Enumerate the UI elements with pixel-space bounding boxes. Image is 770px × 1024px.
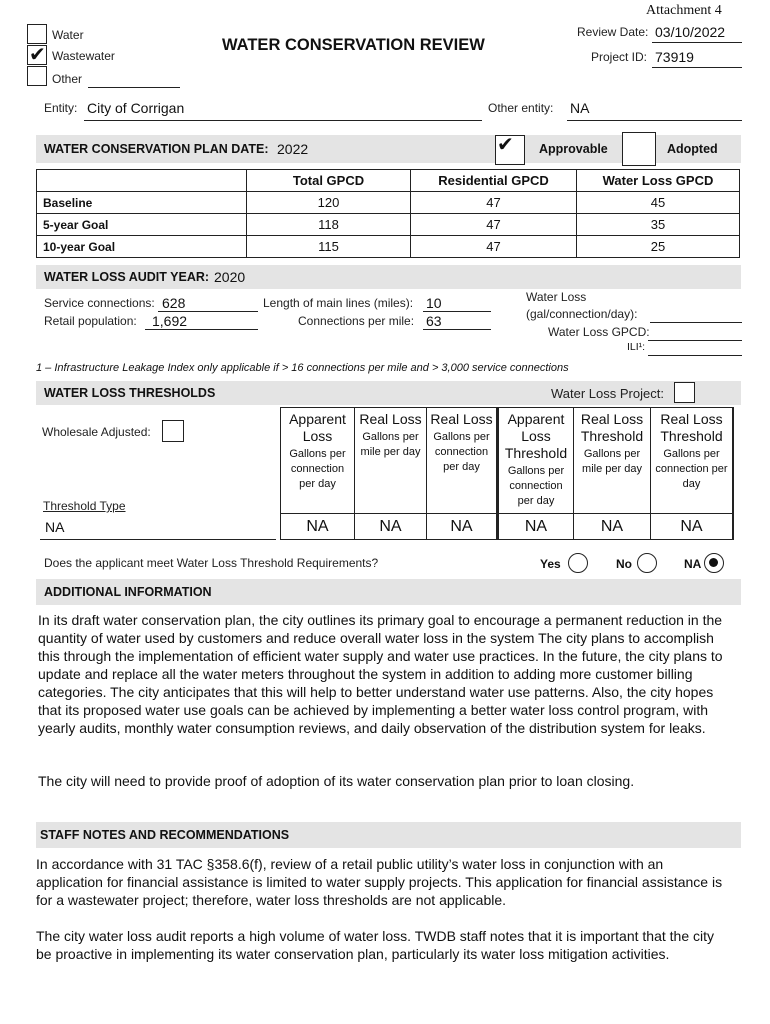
service-connections-value[interactable]: 628 bbox=[162, 295, 186, 311]
threshold-question: Does the applicant meet Water Loss Threshold Requirements? bbox=[44, 556, 379, 570]
plan-date-value: 2022 bbox=[277, 141, 309, 157]
adopted-checkbox[interactable] bbox=[622, 132, 656, 166]
table-header-row bbox=[37, 170, 740, 192]
option-na-label: NA bbox=[684, 557, 702, 571]
threshold-value: NA bbox=[651, 514, 734, 540]
entity-underline bbox=[84, 101, 482, 121]
water-checkbox[interactable] bbox=[27, 24, 47, 44]
additional-info-label: ADDITIONAL INFORMATION bbox=[44, 585, 212, 599]
option-na-radio[interactable] bbox=[704, 553, 724, 573]
col-title: Real Loss Threshold bbox=[660, 411, 723, 444]
threshold-type-underline bbox=[40, 520, 276, 540]
footnote: 1 – Infrastructure Leakage Index only applicable if > 16 connections per mile and > 3,000 service connections bbox=[36, 362, 569, 374]
thresholds-header-row bbox=[281, 408, 734, 514]
threshold-value: NA bbox=[281, 514, 355, 540]
other-checkbox[interactable] bbox=[27, 66, 47, 86]
entity-label: Entity: bbox=[44, 101, 78, 115]
table-cell: 115 bbox=[247, 236, 411, 258]
ili-label: ILI¹: bbox=[627, 341, 646, 353]
threshold-value: NA bbox=[498, 514, 574, 540]
table-cell: 47 bbox=[411, 236, 577, 258]
option-yes-label: Yes bbox=[540, 557, 561, 571]
threshold-type-value: NA bbox=[45, 519, 65, 535]
col-sub: Gallons per mile per day bbox=[360, 431, 421, 458]
approvable-checkbox[interactable] bbox=[495, 135, 525, 165]
review-date-underline bbox=[652, 25, 742, 43]
project-id-underline bbox=[652, 50, 742, 68]
thresholds-table bbox=[280, 407, 734, 540]
table-row bbox=[37, 192, 740, 214]
project-id-label: Project ID: bbox=[591, 50, 648, 64]
water-loss-gpcd-field[interactable] bbox=[648, 325, 742, 341]
wastewater-checkbox[interactable] bbox=[27, 45, 47, 65]
gpcd-table bbox=[36, 169, 740, 258]
threshold-col-header bbox=[355, 408, 427, 514]
table-cell: 35 bbox=[577, 214, 740, 236]
additional-info-paragraph-1: In its draft water conservation plan, the city outlines its primary goal to encourage a permanent reduction in the quantity of water used by customers and reduce overall water loss in the system The city plans to accomplish this through the implementation of efficient water supply and water use practices. In the future, the city plans to update and replace all the water meters throughout the system in addition to adding more customer billing categories. The city anticipates that this will help to better understand water use patterns. Also, the city hopes that its proposed water use goals can be achieved by implementing a better water loss control program, with yearly audits, monthly water consumption reviews, and daily observation of the distribution system for leaks. bbox=[38, 612, 723, 736]
table-cell: 118 bbox=[247, 214, 411, 236]
threshold-col-header bbox=[498, 408, 574, 514]
other-entity-underline bbox=[567, 101, 742, 121]
threshold-col-header bbox=[281, 408, 355, 514]
col-sub: Gallons per connection per day bbox=[289, 448, 346, 490]
water-loss-label-2: (gal/connection/day): bbox=[526, 307, 638, 321]
col-title: Real Loss bbox=[359, 411, 422, 427]
option-no-label: No bbox=[616, 557, 632, 571]
col-sub: Gallons per connection per day bbox=[507, 465, 565, 507]
water-loss-label-1: Water Loss bbox=[526, 290, 587, 304]
retail-population-label: Retail population: bbox=[44, 314, 137, 328]
main-lines-label: Length of main lines (miles): bbox=[263, 296, 414, 310]
audit-year-label: WATER LOSS AUDIT YEAR: bbox=[44, 270, 210, 284]
page-title: WATER CONSERVATION REVIEW bbox=[222, 36, 485, 54]
threshold-col-header bbox=[651, 408, 734, 514]
water-loss-project-checkbox[interactable] bbox=[674, 382, 695, 403]
approvable-label: Approvable bbox=[539, 142, 608, 156]
table-header-cell: Water Loss GPCD bbox=[577, 170, 740, 192]
table-cell: 5-year Goal bbox=[37, 214, 247, 236]
threshold-col-header bbox=[427, 408, 498, 514]
thresholds-value-row bbox=[281, 514, 734, 540]
option-no-radio[interactable] bbox=[637, 553, 657, 573]
water-loss-gpcd-label: Water Loss GPCD: bbox=[548, 325, 650, 339]
additional-info-paragraph-2: The city will need to provide proof of adoption of its water conservation plan prior to loan closing. bbox=[38, 773, 635, 789]
wastewater-label: Wastewater bbox=[52, 49, 115, 63]
connections-per-mile-value[interactable]: 63 bbox=[426, 313, 442, 329]
table-cell: 120 bbox=[247, 192, 411, 214]
threshold-value: NA bbox=[427, 514, 498, 540]
table-row bbox=[37, 236, 740, 258]
review-date-field[interactable]: 03/10/2022 bbox=[655, 24, 726, 40]
wholesale-adjusted-checkbox[interactable] bbox=[162, 420, 184, 442]
service-connections-underline bbox=[158, 296, 258, 312]
table-cell: Baseline bbox=[37, 192, 247, 214]
table-cell: 10-year Goal bbox=[37, 236, 247, 258]
col-title: Real Loss Threshold bbox=[580, 411, 644, 444]
staff-notes-paragraph-2: The city water loss audit reports a high volume of water loss. TWDB staff notes that it is important that the city be proactive in implementing its water conservation plan, particularly its water loss mitigation activities. bbox=[36, 928, 714, 962]
water-label: Water bbox=[52, 28, 84, 42]
staff-notes-label: STAFF NOTES AND RECOMMENDATIONS bbox=[40, 828, 290, 842]
col-title: Real Loss bbox=[430, 411, 493, 427]
thresholds-label: WATER LOSS THRESHOLDS bbox=[44, 386, 216, 400]
col-sub: Gallons per connection per day bbox=[655, 448, 728, 490]
other-entity-field[interactable]: NA bbox=[570, 100, 590, 116]
threshold-col-header bbox=[574, 408, 651, 514]
entity-field[interactable]: City of Corrigan bbox=[87, 100, 185, 116]
attachment-label: Attachment 4 bbox=[646, 3, 722, 18]
col-sub: Gallons per connection per day bbox=[433, 431, 490, 473]
table-cell: 47 bbox=[411, 214, 577, 236]
connections-per-mile-underline bbox=[423, 314, 491, 330]
col-title: Apparent Loss Threshold bbox=[504, 411, 568, 461]
table-header-cell bbox=[37, 170, 247, 192]
col-sub: Gallons per mile per day bbox=[582, 448, 642, 475]
col-title: Apparent Loss bbox=[289, 411, 346, 444]
water-loss-project-label: Water Loss Project: bbox=[551, 386, 664, 401]
table-header-cell: Residential GPCD bbox=[411, 170, 577, 192]
other-entity-label: Other entity: bbox=[488, 101, 554, 115]
ili-field[interactable] bbox=[648, 341, 742, 356]
threshold-value: NA bbox=[355, 514, 427, 540]
main-lines-value[interactable]: 10 bbox=[426, 295, 442, 311]
table-cell: 47 bbox=[411, 192, 577, 214]
retail-population-value[interactable]: 1,692 bbox=[152, 313, 188, 329]
connections-per-mile-label: Connections per mile: bbox=[298, 314, 415, 328]
review-date-label: Review Date: bbox=[577, 25, 649, 39]
staff-notes-paragraph-1: In accordance with 31 TAC §358.6(f), review of a retail public utility’s water loss in conjunction with an application for financial assistance is limited to water supply projects. This application for financial assistance is for a wastewater project; therefore, water loss thresholds are not applicable. bbox=[36, 856, 723, 908]
threshold-type-label: Threshold Type bbox=[43, 499, 126, 513]
other-label: Other bbox=[52, 72, 83, 86]
main-lines-underline bbox=[423, 296, 491, 312]
option-yes-radio[interactable] bbox=[568, 553, 588, 573]
project-id-field[interactable]: 73919 bbox=[655, 49, 694, 65]
wholesale-adjusted-label: Wholesale Adjusted: bbox=[42, 425, 151, 439]
table-cell: 45 bbox=[577, 192, 740, 214]
table-row bbox=[37, 214, 740, 236]
plan-date-label: WATER CONSERVATION PLAN DATE: bbox=[44, 142, 269, 156]
water-loss-field[interactable] bbox=[650, 307, 742, 323]
table-header-cell: Total GPCD bbox=[247, 170, 411, 192]
service-connections-label: Service connections: bbox=[44, 296, 155, 310]
retail-population-underline bbox=[145, 314, 258, 330]
other-field[interactable] bbox=[88, 72, 180, 88]
audit-year-value: 2020 bbox=[214, 269, 246, 285]
adopted-label: Adopted bbox=[667, 142, 718, 156]
threshold-value: NA bbox=[574, 514, 651, 540]
table-cell: 25 bbox=[577, 236, 740, 258]
